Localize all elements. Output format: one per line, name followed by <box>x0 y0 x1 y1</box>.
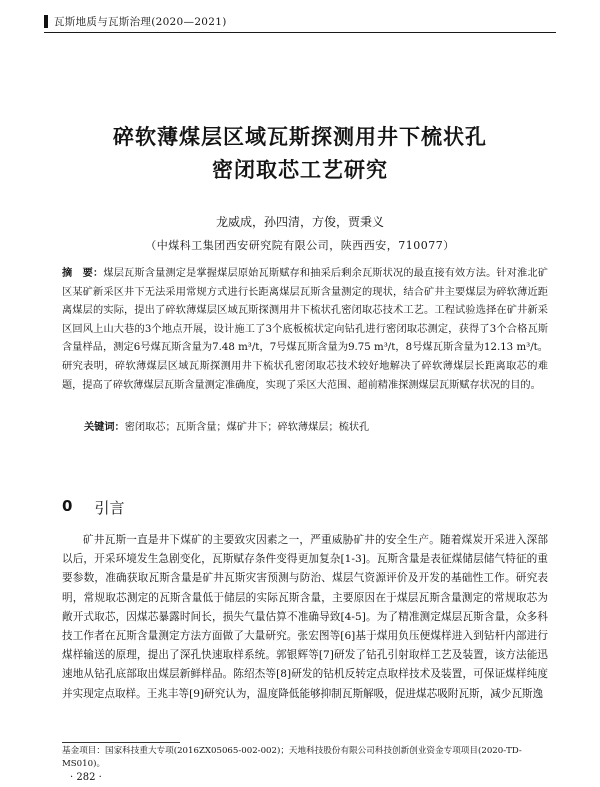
abstract-label: 摘 要： <box>62 268 104 279</box>
section-title: 引言 <box>94 499 125 517</box>
body-paragraph: 矿井瓦斯一直是井下煤矿的主要致灾因素之一，严重威胁矿井的安全生产。随着煤炭开采进入深部以后，开采环境发生急剧变化，瓦斯赋存条件变得更加复杂[1-3]。瓦斯含量是表征煤储层储气特征的重要参数，准确获取瓦斯含量是矿井瓦斯灾害预测与防治、煤层气资源评价及开发的基础性工作。研究表明，常规取芯测定的瓦斯含量低于储层的实际瓦斯含量，主要原因在于煤层瓦斯含量测定的常规取芯为敞开式取芯，因煤芯暴露时间长，损失气量估算不准确导致[4-5]。为了精准测定煤层瓦斯含量，众多科技工作者在瓦斯含量测定方法方面做了大量研究。张宏图等[6]基于煤用负压便煤样进入到钻杆内部进行煤样输送的原理，提出了深孔快速取样系统。郭银辉等[7]研发了钻孔引射取样工艺及装置，该方法能迅速地从钻孔底部取出煤层新鲜样品。陈绍杰等[8]研发的钻机反转定点取样技术及装置，可保证煤样纯度并实现定点取样。王兆丰等[9]研究认为，温度降低能够抑制瓦斯解吸，促进煤芯吸附瓦斯，减少瓦斯逸 <box>62 534 548 700</box>
header-marker <box>44 15 48 28</box>
paper-title-line2: 密闭取芯工艺研究 <box>212 158 388 182</box>
section-number: 0 <box>62 497 73 515</box>
abstract-text: 煤层瓦斯含量测定是掌握煤层原始瓦斯赋存和抽采后剩余瓦斯状况的最直接有效方法。针对淮北矿区某矿新采区井下无法采用常规方式进行长距离煤层瓦斯含量测定的现状，结合矿井主要煤层为碎软薄近距离煤层的实际，提出了碎软薄煤层区域瓦斯探测用井下梳状孔密闭取芯技术工艺。工程试验选择在矿井新采区回风上山大巷的3个地点开展，设计施工了3个底板梳状定向钻孔进行密闭取芯测定，获得了3个合格瓦斯含量样品，测定6号煤瓦斯含量为7.48 m³/t，7号煤瓦斯含量为9.75 m³/t，8号煤瓦斯含量为12.13 m³/t。研究表明，碎软薄煤层区域瓦斯探测用井下梳状孔密闭取芯技术较好地解决了碎软薄煤层长距离取芯的难题，提高了碎软薄煤层瓦斯含量测定准确度，实现了采区大范围、超前精准探测煤层瓦斯赋存状况的目的。 <box>62 268 548 391</box>
affiliation: （中煤科工集团西安研究院有限公司，陕西西安，710077） <box>145 239 455 252</box>
running-title: 瓦斯地质与瓦斯治理(2020—2021) <box>54 15 227 28</box>
funding-footnote: 基金项目：国家科技重大专项(2016ZX05065-002-002)；天地科技股份有限公司科技创新创业资金专项项目(2020-TD-MS010)。 <box>62 746 522 769</box>
keywords-label: 关键词： <box>84 422 125 433</box>
footnote-divider <box>62 742 180 743</box>
keywords <box>84 418 548 433</box>
paper-title-line1: 碎软薄煤层区域瓦斯探测用井下梳状孔 <box>113 125 487 149</box>
running-header <box>44 10 556 33</box>
section-heading <box>62 497 124 518</box>
author-list: 龙威成，孙四清，方俊，贾秉义 <box>215 215 384 229</box>
page-number: · 282 · <box>70 772 102 783</box>
keywords-text: 密闭取芯；瓦斯含量；煤矿井下；碎软薄煤层；梳状孔 <box>124 422 370 433</box>
abstract <box>62 265 548 395</box>
